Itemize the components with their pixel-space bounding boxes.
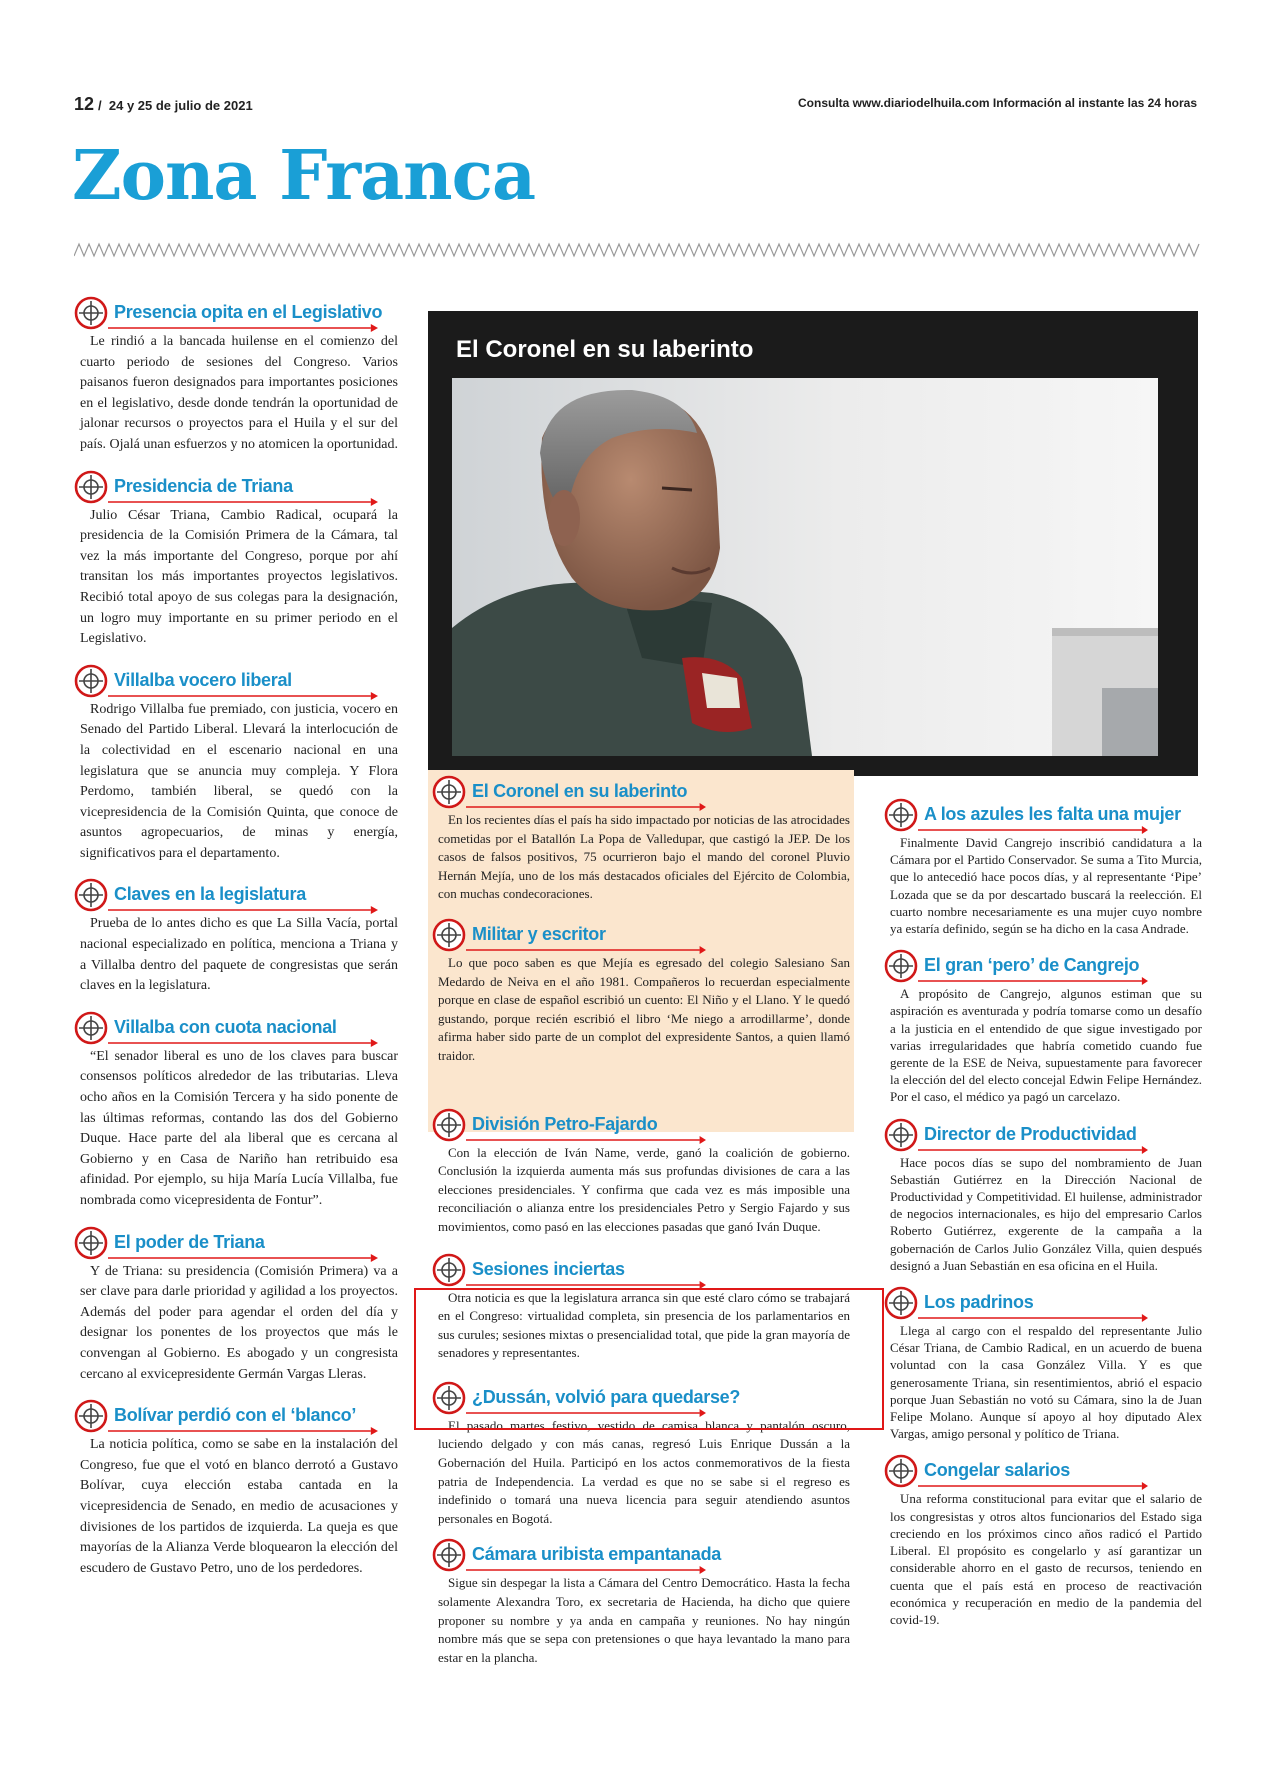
crosshair-target-icon — [74, 470, 108, 504]
heading-arrow — [108, 497, 378, 507]
section-title: Zona Franca — [72, 136, 536, 216]
article-body: Sigue sin despegar la lista a Cámara del Centro Democrático. Hasta la fecha solamente Alexandra Toro, ex secretaria de Hacienda, ha dicho que quiere proponer su nombre y ya anda en campaña y reuniones. No hay ningún nombre más que se sepa con pretensiones o que haya levantado la mano para estar en la plancha. — [438, 1575, 850, 1665]
article — [74, 878, 398, 996]
crosshair-target-icon — [74, 664, 108, 698]
heading-arrow — [918, 825, 1148, 835]
article-body: Hace pocos días se supo del nombramiento de Juan Sebastián Gutiérrez en la Dirección Nacional de Productividad y Competitividad. El huilense, administrador de negocios internacionales, es hijo del empresario Carlos Roberto Gutiérrez, exgerente de la campaña a la gobernación de Carlos Julio González Villa, quien después designó a Juan Sebastián en esa oficina en el Huila. — [890, 1154, 1202, 1273]
article-heading — [884, 798, 1202, 834]
zigzag-divider — [74, 242, 1200, 258]
article-title: El Coronel en su laberinto — [472, 781, 688, 801]
article — [884, 949, 1202, 1105]
crosshair-target-icon — [432, 1253, 466, 1287]
article-heading — [884, 1286, 1202, 1322]
article-heading — [884, 1118, 1202, 1154]
crosshair-target-icon — [884, 1454, 918, 1488]
article-title: División Petro-Fajardo — [472, 1113, 658, 1134]
page-header-tagline: Consulta www.diariodelhuila.com Información al instante las 24 horas — [798, 96, 1197, 110]
article-title: Cámara uribista empantanada — [472, 1544, 721, 1565]
heading-arrow — [466, 945, 706, 955]
heading-arrow — [918, 976, 1148, 986]
article-title: Militar y escritor — [472, 923, 606, 944]
article-title: A los azules les falta una mujer — [924, 804, 1181, 824]
heading-arrow — [918, 1145, 1148, 1155]
article-title: ¿Dussán, volvió para quedarse? — [472, 1386, 741, 1407]
heading-arrow — [108, 1038, 378, 1048]
crosshair-target-icon — [432, 775, 466, 809]
crosshair-target-icon — [74, 878, 108, 912]
article-heading — [74, 470, 398, 506]
article-body: La noticia política, como se sabe en la instalación del Congreso, fue que el votó en blanco derrotó a Gustavo Bolívar, cuya elección estaba cantada en la vicepresidencia de Senado, en medio de acusaciones y divisiones de los partidos de izquierda. La queja es que mayorías de la Alianza Verde bloquearon la elección del escudero de Gustavo Petro, uno de los perdedores. — [80, 1437, 398, 1576]
article-title: Presencia opita en el Legislativo — [114, 302, 383, 322]
article-title: Presidencia de Triana — [114, 475, 293, 496]
article-heading — [74, 1226, 398, 1262]
article-heading — [74, 296, 398, 332]
article-heading — [74, 664, 398, 700]
page-header-left: 12 / 24 y 25 de julio de 2021 — [74, 94, 253, 114]
heading-arrow — [918, 1313, 1148, 1323]
article-body: Prueba de lo antes dicho es que La Silla Vacía, portal nacional especializado en política, menciona a Triana y a Villalba dentro del paquete de congresistas que serán claves en la legislatura. — [80, 916, 398, 994]
crosshair-target-icon — [74, 1399, 108, 1433]
article-title: Los padrinos — [924, 1292, 1034, 1313]
right-column — [884, 798, 1202, 1628]
article-title: El poder de Triana — [114, 1231, 265, 1252]
crosshair-target-icon — [884, 1286, 918, 1320]
article-body: Una reforma constitucional para evitar que el salario de los congresistas y otros altos funcionarios del Estado siga creciendo en los próximos cinco años radicó el Partido Liberal. El propósito es congelarlo y así garantizar un considerable ahorro en el gasto de recursos, teniendo en cuenta que el país está en proceso de reactivación económica y recuperación en medio de la pandemia del covid-19. — [890, 1491, 1202, 1627]
article — [74, 1399, 398, 1579]
article-body: Y de Triana: su presidencia (Comisión Primera) va a ser clave para darle prioridad y agilidad a los proyectos. Además del poder para agendar el orden del día y designar los ponentes de los proyectos que más le convengan al Gobierno. Es abogado y un congresista cercano al exvicepresidente Germán Vargas Lleras. — [80, 1263, 398, 1382]
crosshair-target-icon — [432, 1538, 466, 1572]
article-body: Le rindió a la bancada huilense en el comienzo del cuarto periodo de sesiones del Congreso. Varios paisanos fueron designados para importantes posiciones en el legislativo, desde donde tendrán la oportunidad de jalonar recursos o proyectos para el Huila y el sur del país. Ojalá unan esfuerzos y no atomicen la oportunidad. — [80, 334, 399, 452]
article-heading — [74, 1399, 398, 1435]
article-heading — [432, 775, 850, 811]
heading-arrow — [466, 1565, 706, 1575]
article-title: Villalba vocero liberal — [114, 669, 292, 690]
article-title: Bolívar perdió con el ‘blanco’ — [114, 1405, 357, 1426]
left-column — [74, 296, 398, 1579]
article-body: Rodrigo Villalba fue premiado, con justicia, vocero en Senado del Partido Liberal. Llevará la interlocución de la colectividad en el escenario nacional en una legislatura que se anuncia muy compleja. Y Flora Perdomo, también liberal, se quedó con la vicepresidencia de la Comisión Quinta, que conoce de asuntos agropecuarios, de minas y energía, significativos para el departamento. — [80, 701, 398, 861]
article — [432, 918, 850, 1066]
heading-arrow — [108, 905, 378, 915]
article — [884, 1454, 1202, 1628]
article-body: Con la elección de Iván Name, verde, ganó la coalición de gobierno. Conclusión la izquierda aumenta más sus profundas divisiones de cara a las elecciones presidenciales. Y confirma que cada vez es más imposible una reconciliación o alianza entre los presidenciales Petro y Sergio Fajardo y sus movimientos, como pasó en las elecciones pasadas que ganó Iván Duque. — [438, 1144, 850, 1234]
article — [74, 1226, 398, 1386]
crosshair-target-icon — [432, 1108, 466, 1142]
heading-arrow — [108, 691, 378, 701]
article — [884, 798, 1202, 937]
article-heading — [884, 1454, 1202, 1490]
article-title: Villalba con cuota nacional — [114, 1016, 337, 1037]
article-body: Lo que poco saben es que Mejía es egresado del colegio Salesiano San Medardo de Neiva en el año 1981. Compañeros lo recuerdan especialmente porque en clase de español escribió un cuento: El Niño y el Llano. Y le quedó gustando, porque recién escribió el libro ‘Me niego a arrodillarme’, donde afirma haber sido parte de un complot del expresidente Santos, a quien llamó traidor. — [438, 954, 850, 1063]
crosshair-target-icon — [884, 798, 918, 832]
feature-photo-title: El Coronel en su laberinto — [456, 336, 754, 363]
heading-arrow — [108, 1253, 378, 1263]
crosshair-target-icon — [884, 1118, 918, 1152]
article — [74, 1011, 398, 1212]
issue-date: 24 y 25 de julio de 2021 — [108, 98, 253, 113]
article — [432, 775, 850, 904]
article-body: Llega al cargo con el respaldo del representante Julio César Triana, de Cambio Radical, en un acuerdo de buena voluntad con la casa González Villa. Y es que generosamente Triana, sin resentimientos, abrió el espacio porque Juan Sebastián no votó su Cámara, sino la de Juan Felipe Molano. Aunque sí apoyo al hoy diputado Alex Vargas, amigo personal y político de Triana. — [890, 1323, 1202, 1442]
heading-arrow — [108, 1426, 378, 1436]
article — [74, 470, 398, 650]
article-body: A propósito de Cangrejo, algunos estiman que su aspiración es aventurada y podría tomarse como un desafío a la justicia en el entendido de que sigue investigado por varias irregularidades que habría cometido cuando fue gerente de la ESE de Neiva, supuestamente para favorecer la elección del del electo concejal Edwin Felipe Hernández. Por el caso, el médico ya pagó un carcelazo. — [890, 986, 1202, 1105]
article-title: Director de Productividad — [924, 1123, 1137, 1144]
article-body: Otra noticia es que la legislatura arranca sin que esté claro cómo se trabajará en el Congreso: virtualidad completa, sin presencia de los parlamentarios en sus curules; sesiones mixtas o presencialidad total, que pide la gran mayoría de senadores y representantes. — [438, 1289, 850, 1361]
article-title: Claves en la legislatura — [114, 884, 306, 905]
article-body: El pasado martes festivo, vestido de camisa blanca y pantalón oscuro, luciendo delgado y con más canas, regresó Luis Enrique Dussán a la Gobernación del Huila. Participó en los actos conmemorativos de la fiesta patria de Independencia. La verdad es que no se sabe si el regreso es indefinido o tomará una nueva licencia para seguir atendiendo asuntos personales en Bogotá. — [438, 1417, 850, 1526]
article-body: “El senador liberal es uno de los claves para buscar consensos políticos alrededor de las tributarias. Lleva ocho años en la Comisión Tercera y ha sido ponente de las últimas reformas, contando las dos del Gobierno Duque. Hace parte del ala liberal que es cercana al Gobierno y en Casa de Nariño han retribuido esa afinidad. Por ejemplo, su hija María Lucía Villalba, fue nombrada como vicepresidenta de Fontur”. — [80, 1048, 398, 1208]
article-heading — [432, 918, 850, 954]
colonel-photo — [452, 378, 1158, 756]
article-title: El gran ‘pero’ de Cangrejo — [924, 955, 1140, 976]
crosshair-target-icon — [884, 949, 918, 983]
article — [74, 296, 398, 456]
article-heading — [432, 1108, 850, 1144]
article — [432, 1538, 850, 1667]
crosshair-target-icon — [74, 1011, 108, 1045]
article-heading — [432, 1538, 850, 1574]
article — [432, 1108, 850, 1237]
heading-arrow — [466, 802, 706, 812]
middle-column — [432, 775, 850, 1667]
heading-arrow — [918, 1481, 1148, 1491]
heading-arrow — [466, 1135, 706, 1145]
article-body: En los recientes días el país ha sido impactado por noticias de las atrocidades cometidas por el Batallón La Popa de Valledupar, que castigó la JEP. De los casos de falsos positivos, 75 ocurrieron bajo el mando del coronel Pluvio Hernán Mejía, uno de los más destacados oficiales del Ejército de Colombia, con muchas condecoraciones. — [438, 812, 850, 902]
article-heading — [74, 1011, 398, 1047]
article-heading — [74, 878, 398, 914]
page-number: 12 — [74, 94, 95, 114]
crosshair-target-icon — [74, 1226, 108, 1260]
heading-arrow — [108, 323, 378, 333]
highlight-box — [414, 1288, 884, 1430]
article — [884, 1118, 1202, 1274]
article-title: Congelar salarios — [924, 1460, 1070, 1481]
article — [884, 1286, 1202, 1442]
article-heading — [432, 1253, 850, 1289]
article-title: Sesiones inciertas — [472, 1258, 625, 1279]
article — [74, 664, 398, 865]
crosshair-target-icon — [432, 918, 466, 952]
article-body: Julio César Triana, Cambio Radical, ocupará la presidencia de la Comisión Primera de la Cámara, tal vez la más importante del Congreso, porque por ahí transitan los más importantes proyectos legislativos. Recibió total apoyo de sus colegas para la designación, un logro muy importante en su primer periodo en el Legislativo. — [80, 507, 398, 647]
article-heading — [884, 949, 1202, 985]
crosshair-target-icon — [74, 296, 108, 330]
article-body: Finalmente David Cangrejo inscribió candidatura a la Cámara por el Partido Conservador. Se suma a Tito Murcia, que lo antecedió hace pocos días, y al representante ‘Pipe’ Lozada que se da por descartado buscará la reelección. El cuarto nombre necesariamente es una mujer cuyo nombre ya estaría definido, según se ha dicho en la casa Andrade. — [890, 835, 1202, 937]
